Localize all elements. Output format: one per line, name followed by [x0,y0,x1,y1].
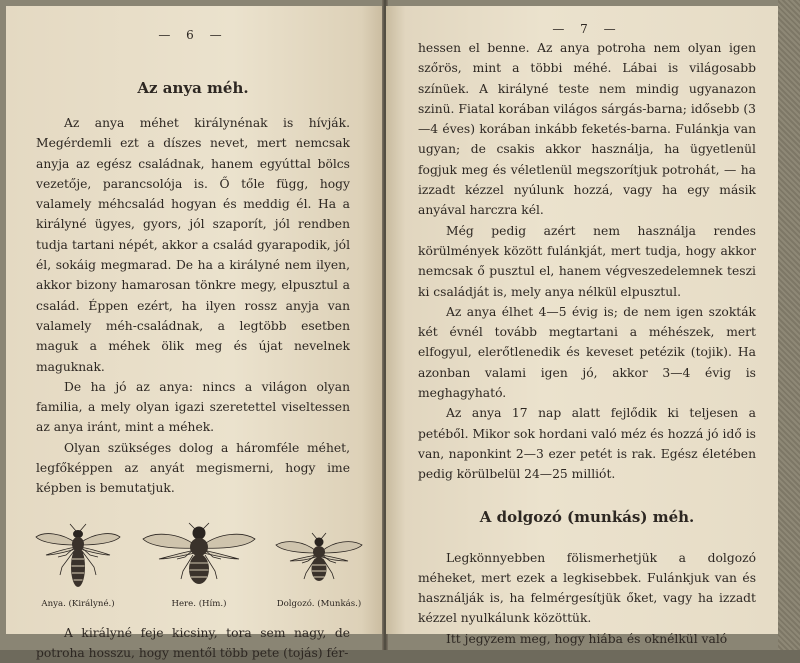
figure-queen [32,521,124,623]
paragraph: Még pedig azért nem használja rendes körülmények között fulánkját, mert tudja, hogy akkor nemcsak ő pusztul el, hanem végveszedelemnek teszi ki családját is, mely anya nélkül elpusztul. [418,223,756,299]
paragraph: A királyné feje kicsiny, tora sem nagy, de potroha hosszu, hogy mentől több pete (tojás) fér- [36,625,350,660]
left-page [6,6,384,660]
caption-drone: Here. (Hím.) [171,598,227,609]
caption-worker: Dolgozó. (Munkás.) [276,598,362,609]
queen-bee-icon [32,521,124,593]
right-page [386,6,778,646]
heading-worker-bee: A dolgozó (munkás) méh. [479,507,695,526]
paragraph: Az anya élhet 4—5 évig is; de nem igen szokták két évnél tovább megtartani a méhészek, mert elfogyul, elerőtlenedik és keveset petézik (tojik). Ha azonban valami igen jó, akkor 3—4 évig is meghagyható. [418,304,756,401]
heading-queen-bee: Az anya méh. [137,79,249,97]
paragraph: De ha jó az anya: nincs a világon olyan familia, a mely olyan igazi szeretettel viseltessen az anya iránt, mint a méhek. [36,379,350,435]
page-number-left: — 6 — [158,28,228,42]
bee-illustrations [32,521,364,623]
paragraph: Az anya méhet királynénak is hívják. Megérdemli ezt a díszes nevet, mert nemcsak anyja az egész családnak, hanem egyúttal bölcs vezetője, parancsolója is. Ő tőle függ, hogy valamely méhcsalád hogyan és meddig él. Ha a királyné ügyes, gyors, jól szaporít, jól rendben tudja tartani népét, akkor a család gyarapodik, jól él, sokáig megmarad. De ha a királyné nem ilyen, akkor bizony hamarosan tönkre megy, elpusztul a család. Éppen ezért, ha ilyen rossz anyja van valamely méh-családnak, a legtöbb esetben maguk a méhek ölik meg és újat nevelnek maguknak. [36,116,350,374]
page-number-right: — 7 — [552,22,622,36]
figure-worker [274,531,364,623]
figure-drone [141,521,257,623]
paragraph: Az anya 17 nap alatt fejlődik ki teljesen a petéből. Mikor sok hordani való méz és hozzá jó idő is van, naponkint 2—3 ezer petét is rak. Egész életében pedig körülbelül 24—25 milliót. [418,406,756,482]
paragraph: Olyan szükséges dolog a háromféle méhet, legfőképpen az anyát megismerni, hogy ime képben is bemutatjuk. [36,440,350,496]
paragraph: Itt jegyzem meg, hogy hiába és oknélkül való [446,631,728,646]
caption-queen: Anya. (Királyné.) [41,598,115,609]
paragraph: hessen el benne. Az anya potroha nem olyan igen szőrös, mint a többi méhé. Lábai is világosabb színüek. A királyné teste nem mindig ugyanazon szinü. Fiatal korában világos sárgás-barna; idősebb (3—4 éves) korában inkább feketés-barna. Fulánkja van ugyan; de csakis akkor használja, ha ügyetlenül fogjuk meg és véletlenül megszorítjuk potrohát, — ha izzadt kézzel nyúlunk hozzá, vagy ha egy másik anyával harczra kél. [418,41,756,218]
book-cover-edge [778,0,800,650]
paragraph: Legkönnyebben fölismerhetjük a dolgozó méheket, mert ezek a legkisebbek. Fulánkjuk van és használják is, ha felmérgesítjük őket, vagy ha izzadt kézzel nyulkálunk közöttük. [418,550,756,626]
drone-bee-icon [141,521,257,593]
worker-bee-icon [274,531,364,593]
